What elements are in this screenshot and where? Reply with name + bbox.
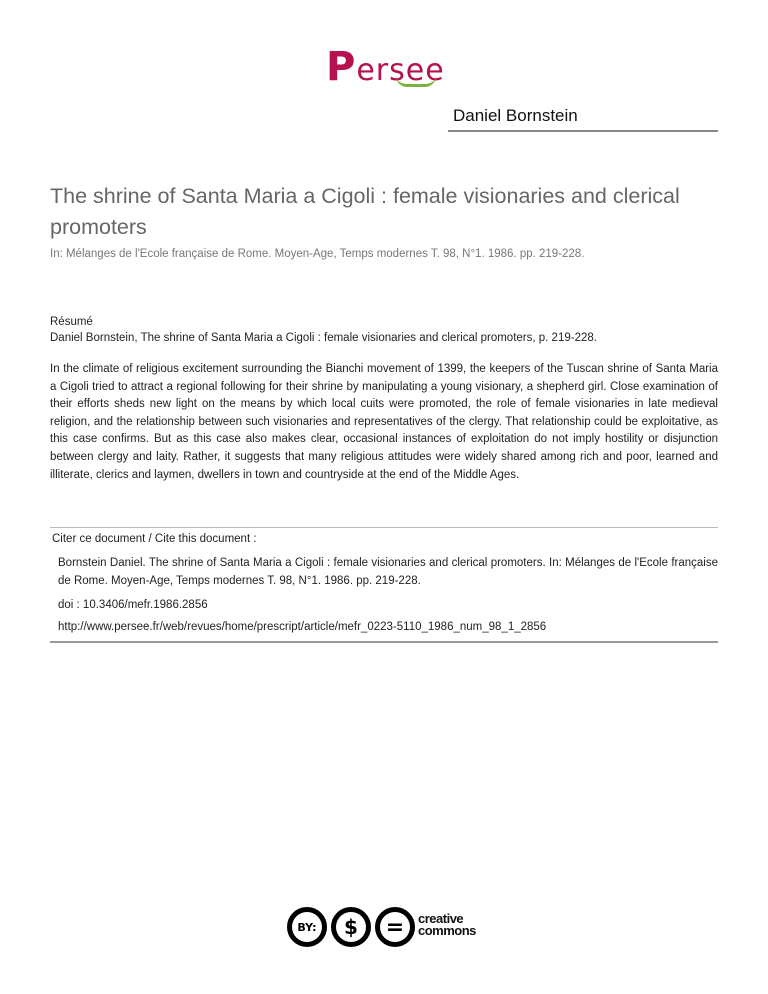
resume-reference: Daniel Bornstein, The shrine of Santa Maria a Cigoli : female visionaries and clerical promoters, p. 219-228. <box>50 332 597 344</box>
author-name: Daniel Bornstein <box>453 106 578 125</box>
citation-heading: Citer ce document / Cite this document : <box>52 533 257 545</box>
source-reference: In: Mélanges de l'Ecole française de Rome. Moyen-Age, Temps modernes T. 98, N°1. 1986. pp. 219-228. <box>50 248 585 260</box>
article-title: The shrine of Santa Maria a Cigoli : female visionaries and clerical promoters <box>50 184 680 239</box>
citation-divider-bottom <box>50 641 718 643</box>
citation-text: Bornstein Daniel. The shrine of Santa Maria a Cigoli : female visionaries and clerical promoters. In: Mélanges de l'Ecole française de Rome. Moyen-Age, Temps modernes T. 98, N°1. 1986. pp. 219-228. <box>58 557 718 587</box>
logo-swoosh-icon <box>396 76 436 87</box>
doi-text: doi : 10.3406/mefr.1986.2856 <box>58 599 208 611</box>
persee-logo-text: Persee <box>326 44 445 90</box>
resume-heading: Résumé <box>50 316 93 328</box>
cc-noderivs-icon: = <box>375 907 415 947</box>
abstract-text: In the climate of religious excitement surrounding the Bianchi movement of 1399, the keepers of the Tuscan shrine of Santa Maria a Cigoli tried to attract a regional following for their shrine by manipulating a young visionary, a shepherd girl. Close examination of their efforts sheds new light on the means by which local cuits were promoted, the role of female visionaries in late medieval religion, and the relationship between such visionaries and representatives of the clergy. That relationship could be exploitative, as this case confirms. But as this case also makes clear, occasional instances of exploitation do not imply hostility or disjunction between clergy and laity. Rather, it suggests that many religious attitudes were widely shared among rich and poor, learned and illiterate, clerics and laymen, dwellers in town and countryside at the end of the Middle Ages. <box>50 363 718 481</box>
citation-divider-top <box>50 527 718 528</box>
persee-logo[interactable] <box>326 44 446 88</box>
creative-commons-license[interactable] <box>287 907 487 951</box>
article-url-link[interactable]: http://www.persee.fr/web/revues/home/prescript/article/mefr_0223-5110_1986_num_98_1_2856 <box>58 621 547 633</box>
cc-by-icon: BY: <box>287 907 327 947</box>
cc-wordmark: creative commons <box>418 911 476 938</box>
author-divider <box>448 130 718 132</box>
cc-noncommercial-icon: $ <box>331 907 371 947</box>
